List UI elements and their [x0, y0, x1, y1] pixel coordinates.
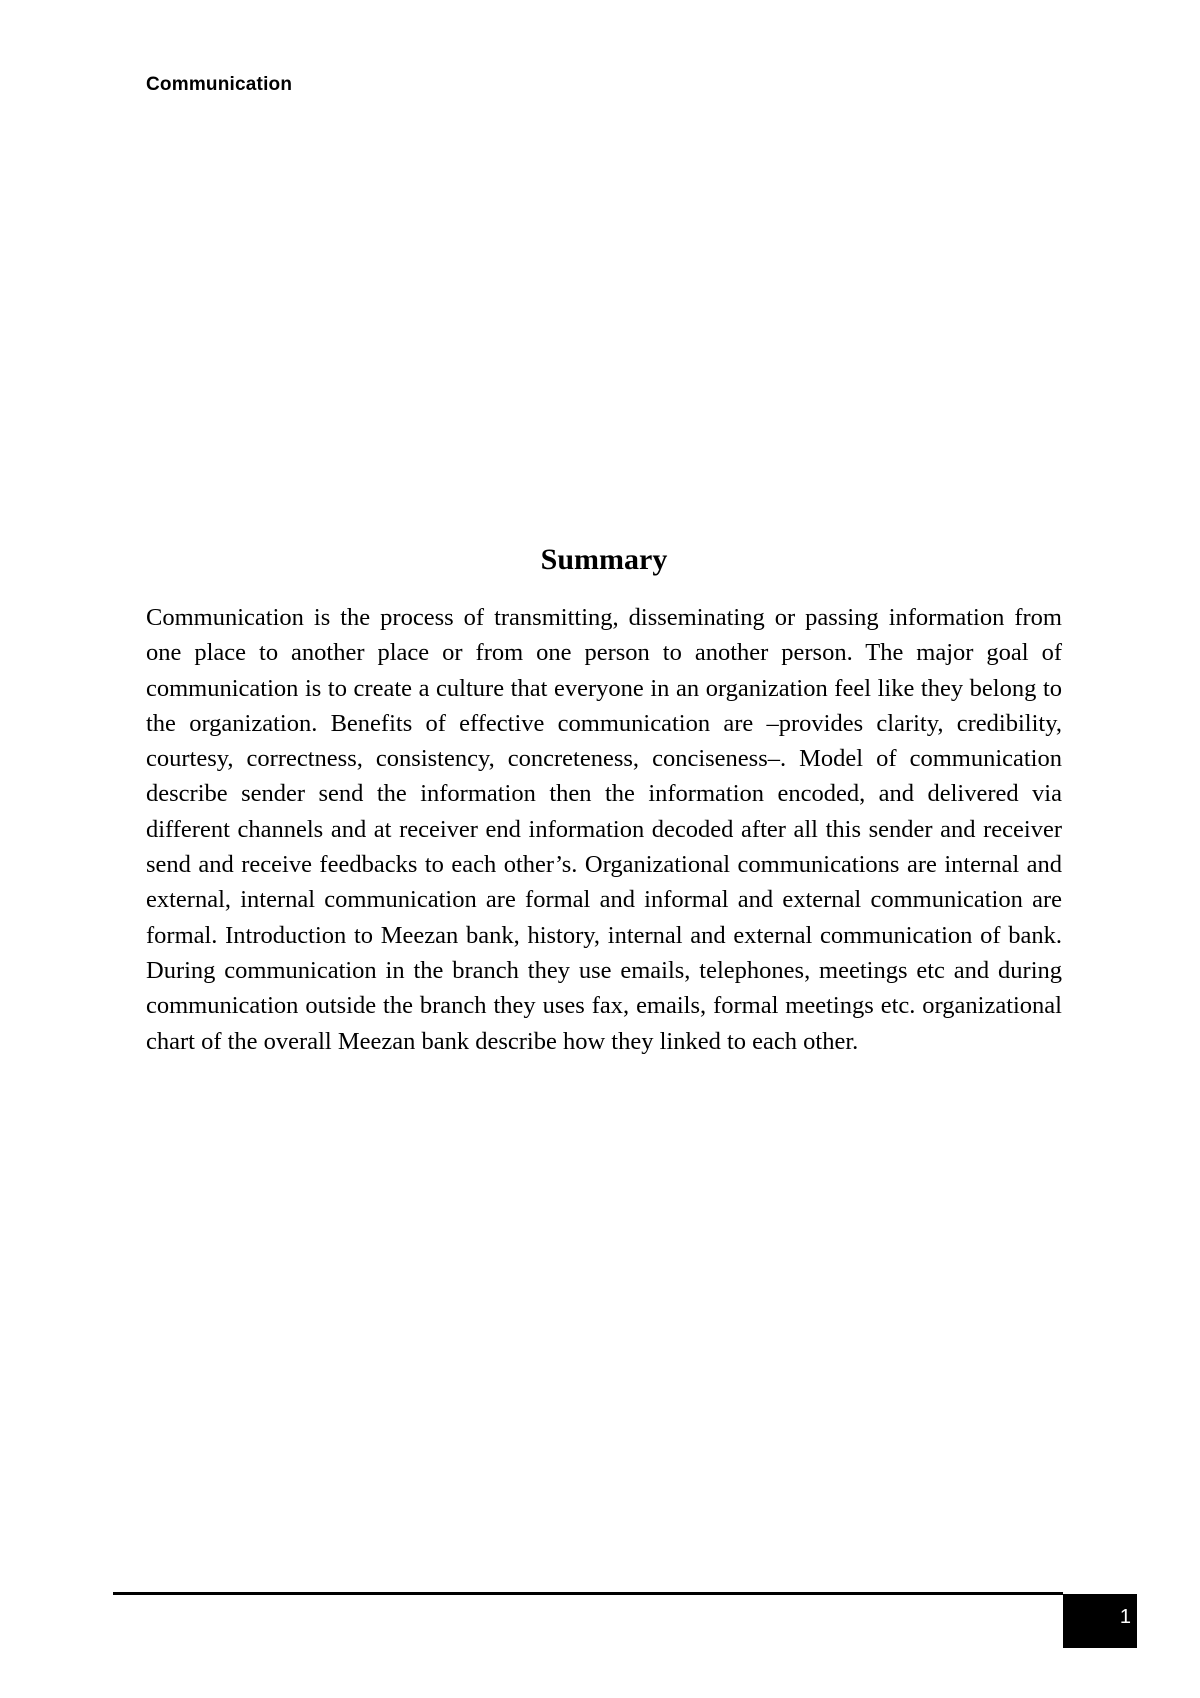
page-number: 1: [1119, 1606, 1131, 1628]
page-header-title: Communication: [146, 74, 293, 95]
summary-paragraph: Communication is the process of transmitting, disseminating or passing information from one place to another place or from one person to another person. The major goal of communication is to create a culture that everyone in an organization feel like they belong to the organization. Benefits of effective communication are –provides clarity, credibility, courtesy, correctness, consistency, concreteness, conciseness–. Model of communication describe sender send the information then the information encoded, and delivered via different channels and at receiver end information decoded after all this sender and receiver send and receive feedbacks to each other’s. Organizational communications are internal and external, internal communication are formal and informal and external communication are formal. Introduction to Meezan bank, history, internal and external communication of bank. During communication in the branch they use emails, telephones, meetings etc and during communication outside the branch they uses fax, emails, formal meetings etc. organizational chart of the overall Meezan bank describe how they linked to each other.: [146, 604, 1062, 1055]
footer-divider: [113, 1592, 1063, 1595]
page-number-badge: [1063, 1594, 1137, 1648]
summary-heading: Summary: [540, 543, 668, 576]
